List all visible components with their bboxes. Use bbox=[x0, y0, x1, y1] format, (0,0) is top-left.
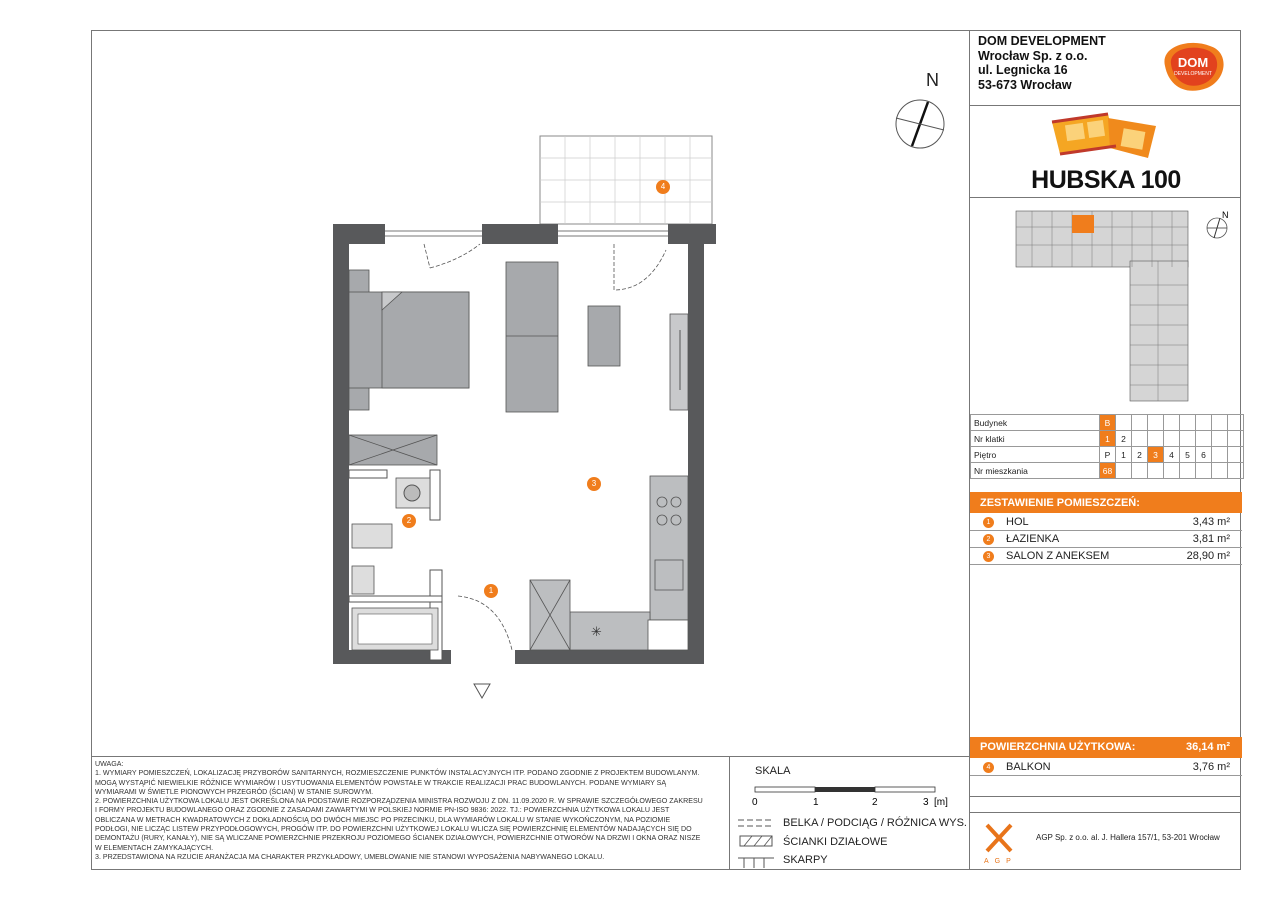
room-area: 28,90 m² bbox=[1186, 550, 1230, 562]
info-row bbox=[971, 415, 1244, 431]
info-cell: P bbox=[1100, 447, 1116, 463]
usable-area-label: POWIERZCHNIA UŻYTKOWA: bbox=[980, 741, 1136, 753]
info-row-label: Piętro bbox=[971, 447, 1100, 463]
note-line: PODŁOGI, NIE LICZĄC LISTEW PRZYPODŁOGOWYCH, PROGÓW ITP. DO POWIERZCHNI UŻYTKOWEJ LOKALU WLICZA SIĘ POWIERZCHNIĘ ELEMENTÓW NADAJĄCYCH SIĘ DO bbox=[95, 825, 692, 834]
room-number-badge: 3 bbox=[983, 551, 994, 562]
scale-tick-0: 0 bbox=[752, 797, 758, 808]
info-cell bbox=[1196, 463, 1212, 479]
logo-text-top: DOM bbox=[1177, 55, 1209, 70]
legend-slopes: SKARPY bbox=[783, 854, 828, 866]
plan-label-hol: 1 bbox=[484, 584, 498, 598]
info-cell bbox=[1228, 415, 1244, 431]
room-row bbox=[970, 514, 1242, 531]
info-cell: 3 bbox=[1148, 447, 1164, 463]
info-cell bbox=[1164, 415, 1180, 431]
key-plan-compass-label: N bbox=[1222, 210, 1229, 220]
info-cell bbox=[1116, 415, 1132, 431]
note-line: 1. WYMIARY POMIESZCZEŃ, LOKALIZACJĘ PRZYBORÓW SANITARNYCH, ROZMIESZCZENIE PUNKTÓW INSTALACYJNYCH ITP. PODANO ZGODNIE Z PROJEKTEM BUDOWLANYM. bbox=[95, 769, 700, 778]
notes-block bbox=[95, 760, 725, 862]
agp-address: AGP Sp. z o.o. al. J. Hallera 157/1, 53-201 Wrocław bbox=[1036, 833, 1220, 842]
info-cell: 2 bbox=[1132, 447, 1148, 463]
room-name: ŁAZIENKA bbox=[1006, 533, 1060, 545]
note-line: UWAGA: bbox=[95, 760, 124, 768]
agp-logo bbox=[984, 822, 1014, 854]
company-city: 53-673 Wrocław bbox=[978, 77, 1072, 92]
key-plan-compass-icon bbox=[1205, 208, 1235, 242]
room-name: SALON Z ANEKSEM bbox=[1006, 550, 1110, 562]
room-row bbox=[970, 548, 1242, 565]
usable-area-bar bbox=[970, 737, 1242, 758]
project-title: HUBSKA 100 bbox=[1031, 166, 1181, 194]
agp-logo-text: AGP bbox=[984, 858, 1017, 865]
info-cell bbox=[1212, 463, 1228, 479]
info-cell bbox=[1164, 463, 1180, 479]
info-cell bbox=[1148, 415, 1164, 431]
room-number-badge: 2 bbox=[983, 534, 994, 545]
info-row bbox=[971, 431, 1244, 447]
info-cell bbox=[1212, 431, 1228, 447]
info-cell bbox=[1180, 463, 1196, 479]
plan-label-bathroom: 2 bbox=[402, 514, 416, 528]
note-line: WYMIARAMI W ŚWIETLE PIONOWYCH PRZEGRÓD (ŚCIAN) W STANIE SUROWYM. bbox=[95, 787, 374, 796]
scale-unit: [m] bbox=[934, 797, 948, 808]
room-row bbox=[970, 531, 1242, 548]
note-line: W ELEMENTACH ZAMYKAJĄCYCH. bbox=[95, 843, 214, 852]
info-row bbox=[971, 463, 1244, 479]
compass-icon bbox=[894, 98, 946, 150]
room-number-badge: 1 bbox=[983, 517, 994, 528]
info-row-label: Budynek bbox=[971, 415, 1100, 431]
rooms-header: ZESTAWIENIE POMIESZCZEŃ: bbox=[970, 492, 1242, 513]
notes-vdivider bbox=[729, 756, 730, 870]
info-cell bbox=[1228, 463, 1244, 479]
legend-partition-walls: ŚCIANKI DZIAŁOWE bbox=[783, 836, 888, 848]
room-area: 3,81 m² bbox=[1192, 533, 1230, 545]
info-cell: 1 bbox=[1116, 447, 1132, 463]
info-row bbox=[971, 447, 1244, 463]
usable-area-value: 36,14 m² bbox=[1185, 741, 1230, 753]
info-cell: 1 bbox=[1100, 431, 1116, 447]
info-cell bbox=[1228, 447, 1244, 463]
info-cell: 5 bbox=[1180, 447, 1196, 463]
legend-beam: BELKA / PODCIĄG / RÓŻNICA WYS. bbox=[783, 817, 967, 829]
info-cell bbox=[1132, 415, 1148, 431]
company-street: ul. Legnicka 16 bbox=[978, 63, 1068, 77]
info-cell bbox=[1228, 431, 1244, 447]
room-area: 3,43 m² bbox=[1192, 516, 1230, 528]
header-divider bbox=[969, 105, 1241, 106]
info-cell bbox=[1212, 447, 1228, 463]
note-line: 2. POWIERZCHNIA UŻYTKOWA LOKALU JEST OKREŚLONA NA PODSTAWIE ROZPORZĄDZENIA MINISTRA ROZWOJU Z DN. 11.09.2020 R. W SPRAWIE SZCZEGÓŁOWEGO ZAKRESU bbox=[95, 797, 703, 806]
balcony-divider bbox=[969, 796, 1241, 797]
building-key-plan bbox=[1012, 205, 1192, 405]
info-cell bbox=[1196, 415, 1212, 431]
note-line: OBLICZANA W METRACH KWADRATOWYCH Z DOKŁADNOŚCIĄ DO DWÓCH MIEJSC PO PRZECINKU, DLA WYMIARÓW LOKALU W STANIE WYKOŃCZONYM, NA POZIOMIE bbox=[95, 815, 671, 824]
room-name: HOL bbox=[1006, 516, 1029, 528]
notes-divider bbox=[91, 756, 969, 757]
key-plan-apartment-highlight bbox=[1072, 215, 1094, 233]
info-cell bbox=[1180, 431, 1196, 447]
title-divider bbox=[969, 197, 1241, 198]
legend-symbols bbox=[736, 816, 776, 870]
info-cell bbox=[1132, 463, 1148, 479]
info-row-label: Nr klatki bbox=[971, 431, 1100, 447]
film-strip-icon bbox=[1048, 110, 1160, 162]
balcony-number-badge: 4 bbox=[983, 762, 994, 773]
scale-bar bbox=[750, 785, 960, 811]
info-cell bbox=[1212, 415, 1228, 431]
scale-tick-2: 2 bbox=[872, 797, 878, 808]
info-cell: B bbox=[1100, 415, 1116, 431]
note-line: I FORMY PROJEKTU BUDOWLANEGO ORAZ ZGODNIE Z ZASADAMI ZAWARTYMI W POLSKIEJ NORMIE PN-ISO 9836: 2022. TJ.: POWIERZCHNIA UŻYTKOWA LOKALU JEST bbox=[95, 806, 670, 815]
info-cell bbox=[1116, 463, 1132, 479]
info-cell bbox=[1148, 431, 1164, 447]
logo-text-bottom: DEVELOPMENT bbox=[1174, 71, 1212, 77]
info-cell: 4 bbox=[1164, 447, 1180, 463]
company-name: DOM DEVELOPMENT bbox=[978, 34, 1106, 48]
agp-divider bbox=[969, 812, 1241, 813]
info-table bbox=[970, 414, 1244, 479]
balcony-area bbox=[540, 136, 712, 224]
info-cell bbox=[1180, 415, 1196, 431]
plan-label-balcony: 4 bbox=[656, 180, 670, 194]
info-cell bbox=[1196, 431, 1212, 447]
company-info bbox=[978, 34, 1106, 92]
north-label: N bbox=[926, 70, 939, 90]
balcony-name: BALKON bbox=[1006, 761, 1051, 773]
plan-label-living-room: 3 bbox=[587, 477, 601, 491]
note-line: 3. PRZEDSTAWIONA NA RZUCIE ARANŻACJA MA CHARAKTER PRZYKŁADOWY, UMEBLOWANIE NIE STANOWI WYPOSAŻENIA NABYWANEGO LOKALU. bbox=[95, 852, 605, 861]
note-line: MOGĄ WYSTĄPIĆ NIEWIELKIE RÓŻNICE WYMIARÓW I USYTUOWANIA ELEMENTÓW POWSTAŁE W TRAKCIE REALIZACJI PRAC BUDOWLANYCH. PODANE WYMIARY SĄ bbox=[95, 778, 667, 787]
info-row-label: Nr mieszkania bbox=[971, 463, 1100, 479]
info-cell: 6 bbox=[1196, 447, 1212, 463]
company-legal: Wrocław Sp. z o.o. bbox=[978, 48, 1088, 63]
dom-development-logo bbox=[1155, 38, 1231, 94]
balcony-area: 3,76 m² bbox=[1192, 761, 1230, 773]
floor-plan bbox=[330, 130, 730, 710]
info-cell: 68 bbox=[1100, 463, 1116, 479]
info-cell bbox=[1148, 463, 1164, 479]
scale-tick-3: 3 bbox=[923, 797, 929, 808]
scale-label: SKALA bbox=[755, 765, 791, 777]
info-cell: 2 bbox=[1116, 431, 1132, 447]
info-cell bbox=[1132, 431, 1148, 447]
balcony-row bbox=[970, 759, 1242, 776]
info-cell bbox=[1164, 431, 1180, 447]
scale-tick-1: 1 bbox=[813, 797, 819, 808]
svg-text:✳: ✳ bbox=[591, 625, 602, 640]
note-line: DEMONTAŻU (RURY, KANAŁY), NIE SĄ WLICZANE POWIERZCHNIE PRZEKROJU POZIOMEGO ŚCIANEK DZIAŁOWYCH, POWIERZCHNIE OTWORÓW NA DRZWI I OKNA ORAZ NISZE bbox=[95, 834, 701, 843]
